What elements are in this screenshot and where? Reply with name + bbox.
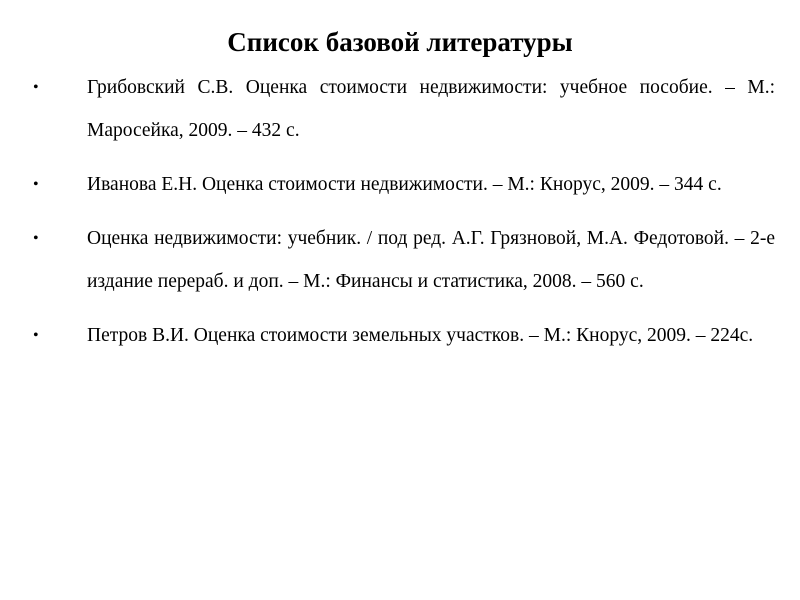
list-item-text: Петров В.И. Оценка стоимости земельных участков. – М.: Кнорус, 2009. – 224с. — [87, 325, 754, 346]
bullet-icon: • — [33, 176, 39, 193]
list-item — [30, 314, 775, 357]
bibliography-list — [30, 66, 775, 368]
slide-title: Список базовой литературы — [227, 27, 573, 57]
list-item-text: Грибовский С.В. Оценка стоимости недвижимости: учебное пособие. – М.: Маросейка, 2009. – 432 с. — [87, 77, 775, 141]
bullet-icon: • — [33, 327, 39, 344]
list-item-text: Оценка недвижимости: учебник. / под ред. А.Г. Грязновой, М.А. Федотовой. – 2-е издание перераб. и доп. – М.: Финансы и статистика, 2008. – 560 с. — [87, 228, 775, 292]
bullet-icon: • — [33, 230, 39, 247]
list-item — [30, 163, 775, 206]
list-item — [30, 217, 775, 303]
list-item-text: Иванова Е.Н. Оценка стоимости недвижимости. – М.: Кнорус, 2009. – 344 с. — [87, 174, 722, 195]
bullet-icon: • — [33, 79, 39, 96]
list-item — [30, 66, 775, 152]
